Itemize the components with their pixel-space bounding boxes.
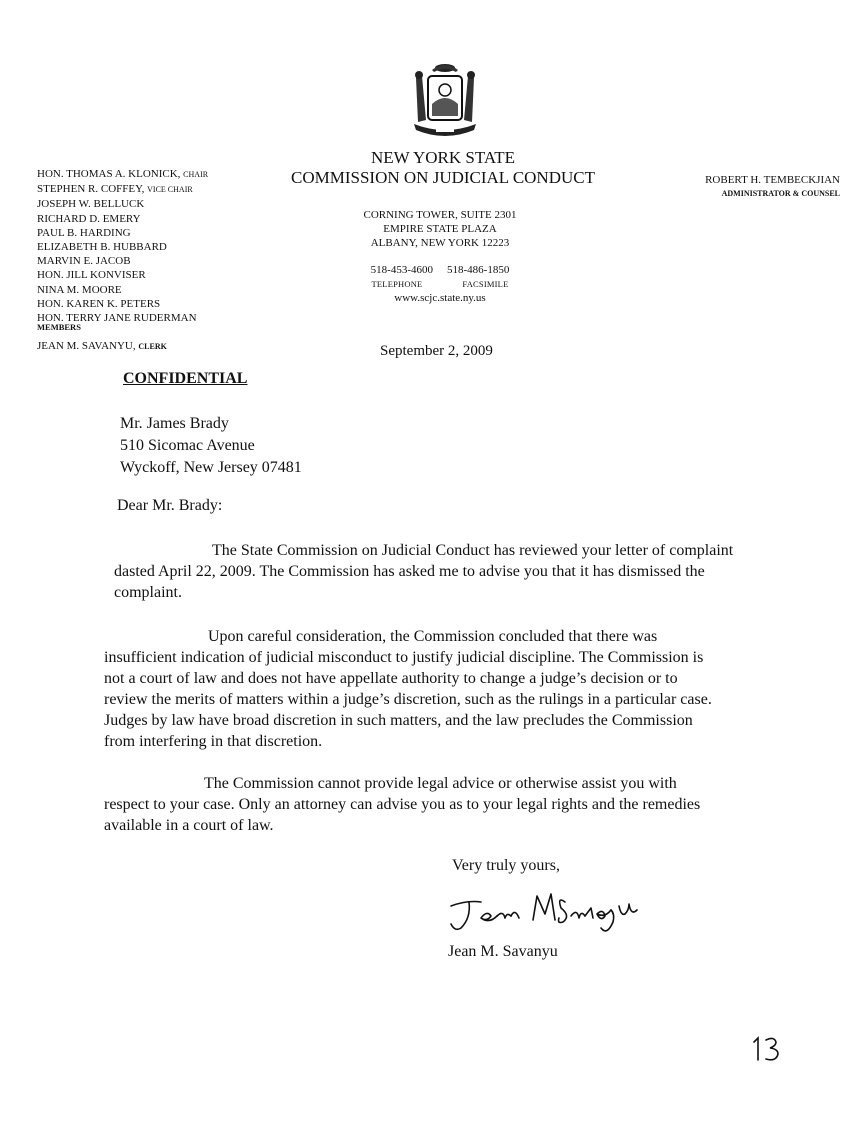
member-item: JOSEPH W. BELLUCK xyxy=(37,198,145,211)
administrator-title: ADMINISTRATOR & COUNSEL xyxy=(721,189,840,198)
website-link[interactable]: www.scjc.state.ny.us xyxy=(394,292,486,304)
member-item: NINA M. MOORE xyxy=(37,283,122,296)
telephone-number: 518-453-4600 xyxy=(370,264,433,276)
address-line: EMPIRE STATE PLAZA xyxy=(383,223,497,235)
recipient-line: 510 Sicomac Avenue xyxy=(120,437,255,454)
new-york-state-seal-icon xyxy=(402,58,488,144)
administrator-name: ROBERT H. TEMBECKJIAN xyxy=(705,174,840,186)
member-item: ELIZABETH B. HUBBARD xyxy=(37,241,167,254)
letter-date: September 2, 2009 xyxy=(380,343,493,359)
agency-title xyxy=(278,148,608,188)
recipient-address xyxy=(120,413,302,479)
agency-line-1: NEW YORK STATE xyxy=(370,148,516,167)
confidential-heading: CONFIDENTIAL xyxy=(123,370,248,387)
member-item: MARVIN E. JACOB xyxy=(37,255,131,268)
contact-block xyxy=(330,263,550,305)
member-item: RICHARD D. EMERY xyxy=(37,212,141,225)
salutation: Dear Mr. Brady: xyxy=(117,497,223,514)
member-name: STEPHEN R. COFFEY, xyxy=(37,183,145,196)
member-item xyxy=(37,167,208,182)
member-item: HON. TERRY JANE RUDERMAN xyxy=(37,312,197,325)
closing: Very truly yours, xyxy=(452,857,560,874)
member-item xyxy=(37,182,208,197)
facsimile-number: 518-486-1850 xyxy=(447,264,510,276)
member-role: CHAIR xyxy=(183,170,209,179)
member-item: HON. KAREN K. PETERS xyxy=(37,297,161,310)
body-paragraph: The Commission cannot provide legal advice or otherwise assist you with respect to your case. Only an attorney can advise you as to your legal rights and the remedies available in a court of law. xyxy=(104,775,701,834)
member-role: VICE CHAIR xyxy=(147,185,193,195)
members-list xyxy=(37,167,208,325)
facsimile-label: FACSIMILE xyxy=(462,279,509,289)
telephone-label: TELEPHONE xyxy=(371,279,423,289)
page-number-mark-icon xyxy=(748,1034,788,1064)
recipient-line: Wyckoff, New Jersey 07481 xyxy=(120,459,302,476)
clerk-name: JEAN M. SAVANYU, xyxy=(37,340,136,352)
body-paragraph: The State Commission on Judicial Conduct has reviewed your letter of complaint dasted April 22, 2009. The Commission has asked me to advise you that it has dismissed the complaint. xyxy=(114,542,734,601)
signer-name: Jean M. Savanyu xyxy=(448,943,558,960)
handwritten-signature xyxy=(447,888,643,940)
body-paragraph: Upon careful consideration, the Commission concluded that there was insufficient indication of judicial misconduct to justify judicial discipline. The Commission is not a court of law and does not have appellate authority to change a judge’s decision or to review the merits of matters within a judge’s discretion, such as the rulings in a particular case. Judges by law have broad discretion in such matters, and the law precludes the Commission from interfering in that discretion. xyxy=(104,628,712,750)
address-line: CORNING TOWER, SUITE 2301 xyxy=(363,209,517,221)
state-seal xyxy=(402,58,488,144)
agency-address xyxy=(330,208,550,250)
member-name: HON. THOMAS A. KLONICK, xyxy=(37,168,181,180)
address-line: ALBANY, NEW YORK 12223 xyxy=(370,237,510,249)
clerk-line xyxy=(37,340,167,352)
handwritten-page-number xyxy=(748,1034,788,1064)
administrator-block xyxy=(640,174,840,200)
agency-line-2: COMMISSION ON JUDICIAL CONDUCT xyxy=(291,168,595,187)
clerk-role: CLERK xyxy=(138,342,167,351)
member-item: HON. JILL KONVISER xyxy=(37,269,146,282)
members-label: MEMBERS xyxy=(37,322,81,332)
signature-icon xyxy=(447,888,643,940)
recipient-line: Mr. James Brady xyxy=(120,415,229,432)
member-item: PAUL B. HARDING xyxy=(37,226,131,239)
